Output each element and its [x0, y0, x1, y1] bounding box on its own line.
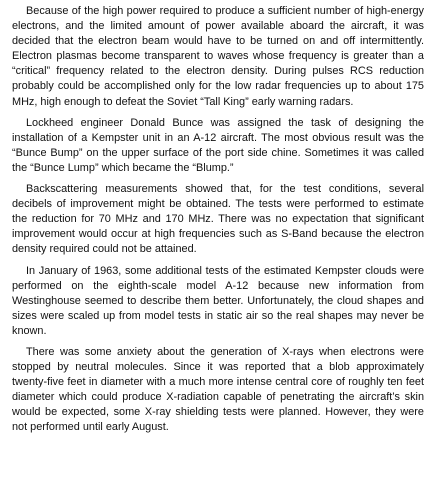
paragraph-electron-beam: Because of the high power required to produce a sufficient number of high-energy electrons, and the limited amount of power available aboard the aircraft, it was decided that the electron beam would have to be turned on and off intermittently. Electron plasmas become transparent to waves whose frequency is greater than a “critical” frequency related to the electron density. During pulses RCS reduction probably could be accomplished only for the low radar frequencies up to about 175 MHz, high enough to defeat the Soviet “Tall King” early warning radars.: [12, 5, 424, 108]
paragraph-x-ray-anxiety: There was some anxiety about the generation of X-rays when electrons were stopped by neutral molecules. Since it was reported that a blob approximately twenty-five feet in diameter with a much more intense central core of roughly ten feet diameter which could produce X-radiation capable of penetrating the aircraft’s skin would be expected, some X-ray shielding tests were planned. However, they were not performed until early August.: [12, 345, 424, 434]
paragraph-bunce-bump: Lockheed engineer Donald Bunce was assigned the task of designing the installation of a Kempster unit in an A-12 aircraft. The most obvious result was the “Bunce Bump” on the upper surface of the port side chine. Sometimes it was called the “Bunce Lump” which became the “Blump.”: [12, 116, 424, 174]
paragraph-backscattering: Backscattering measurements showed that, for the test conditions, several decibels of improvement might be obtained. The tests were performed to estimate the reduction for 70 MHz and 170 MHz. There was no expectation that significant improvement would occur at high frequencies such as S-Band because the electron density required could not be attained.: [12, 183, 424, 256]
paragraph-january-1963-tests: In January of 1963, some additional tests of the estimated Kempster clouds were performed on the eighth-scale model A-12 because new information from Westinghouse seemed to describe them better. Unfortunately, the cloud shapes and sizes were scaled up from model tests in static air so the real shapes may never be known.: [12, 264, 424, 337]
document-page: [12, 4, 424, 442]
